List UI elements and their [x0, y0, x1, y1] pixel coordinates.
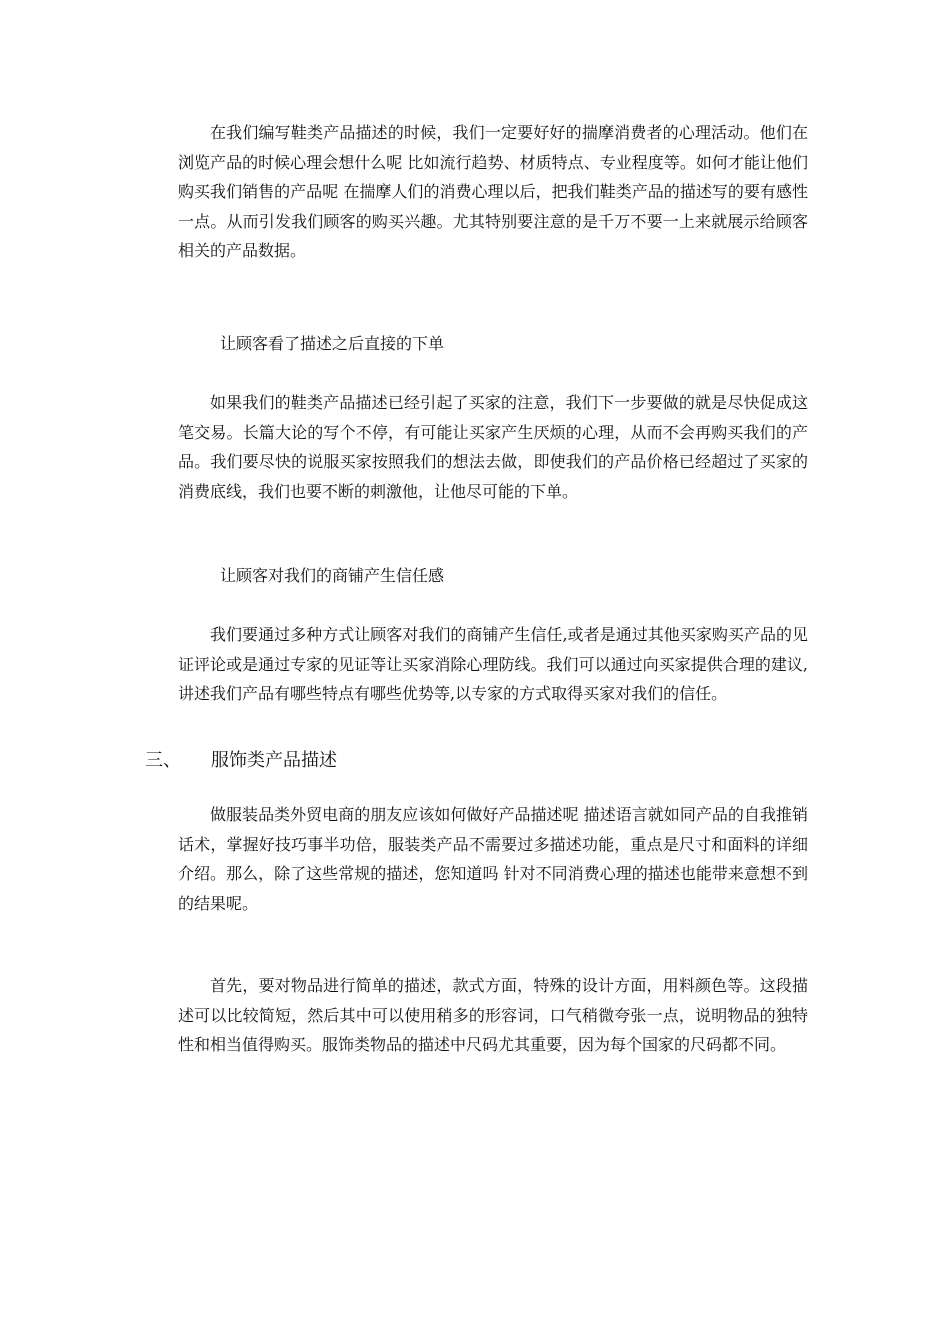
- section-heading-apparel: [145, 749, 337, 773]
- subheading-direct-order: 让顾客看了描述之后直接的下单: [220, 334, 445, 353]
- section-number: 三、: [145, 750, 181, 771]
- paragraph-apparel-intro: 做服装品类外贸电商的朋友应该如何做好产品描述呢 描述语言就如同产品的自我推销话术，掌握好技巧事半功倍，服装类产品不需要过多描述功能，重点是尺寸和面料的详细介绍。那么，除了这些常规的描述，您知道吗 针对不同消费心理的描述也能带来意想不到的结果呢。: [178, 805, 808, 913]
- paragraph-build-trust: 我们要通过多种方式让顾客对我们的商铺产生信任,或者是通过其他买家购买产品的见证评论或是通过专家的见证等让买家消除心理防线。我们可以通过向买家提供合理的建议,讲述我们产品有哪些特点有哪些优势等,以专家的方式取得买家对我们的信任。: [178, 625, 808, 703]
- paragraph-prompt-transaction: 如果我们的鞋类产品描述已经引起了买家的注意，我们下一步要做的就是尽快促成这笔交易。长篇大论的写个不停，有可能让买家产生厌烦的心理，从而不会再购买我们的产品。我们要尽快的说服买家按照我们的想法去做，即使我们的产品价格已经超过了买家的消费底线，我们也要不断的刺激他，让他尽可能的下单。: [178, 393, 808, 501]
- subheading-store-trust: 让顾客对我们的商铺产生信任感: [220, 566, 445, 585]
- section-title: 服饰类产品描述: [211, 750, 337, 771]
- paragraph-apparel-first-step: 首先，要对物品进行简单的描述，款式方面，特殊的设计方面，用料颜色等。这段描述可以比较简短，然后其中可以使用稍多的形容词，口气稍微夸张一点，说明物品的独特性和相当值得购买。服饰类物品的描述中尺码尤其重要，因为每个国家的尺码都不同。: [178, 976, 808, 1054]
- paragraph-shoe-description-psychology: 在我们编写鞋类产品描述的时候，我们一定要好好的揣摩消费者的心理活动。他们在浏览产品的时候心理会想什么呢 比如流行趋势、材质特点、专业程度等。如何才能让他们购买我们销售的产品呢 在揣摩人们的消费心理以后，把我们鞋类产品的描述写的要有感性一点。从而引发我们顾客的购买兴趣。尤其特别要注意的是千万不要一上来就展示给顾客相关的产品数据。: [178, 123, 808, 260]
